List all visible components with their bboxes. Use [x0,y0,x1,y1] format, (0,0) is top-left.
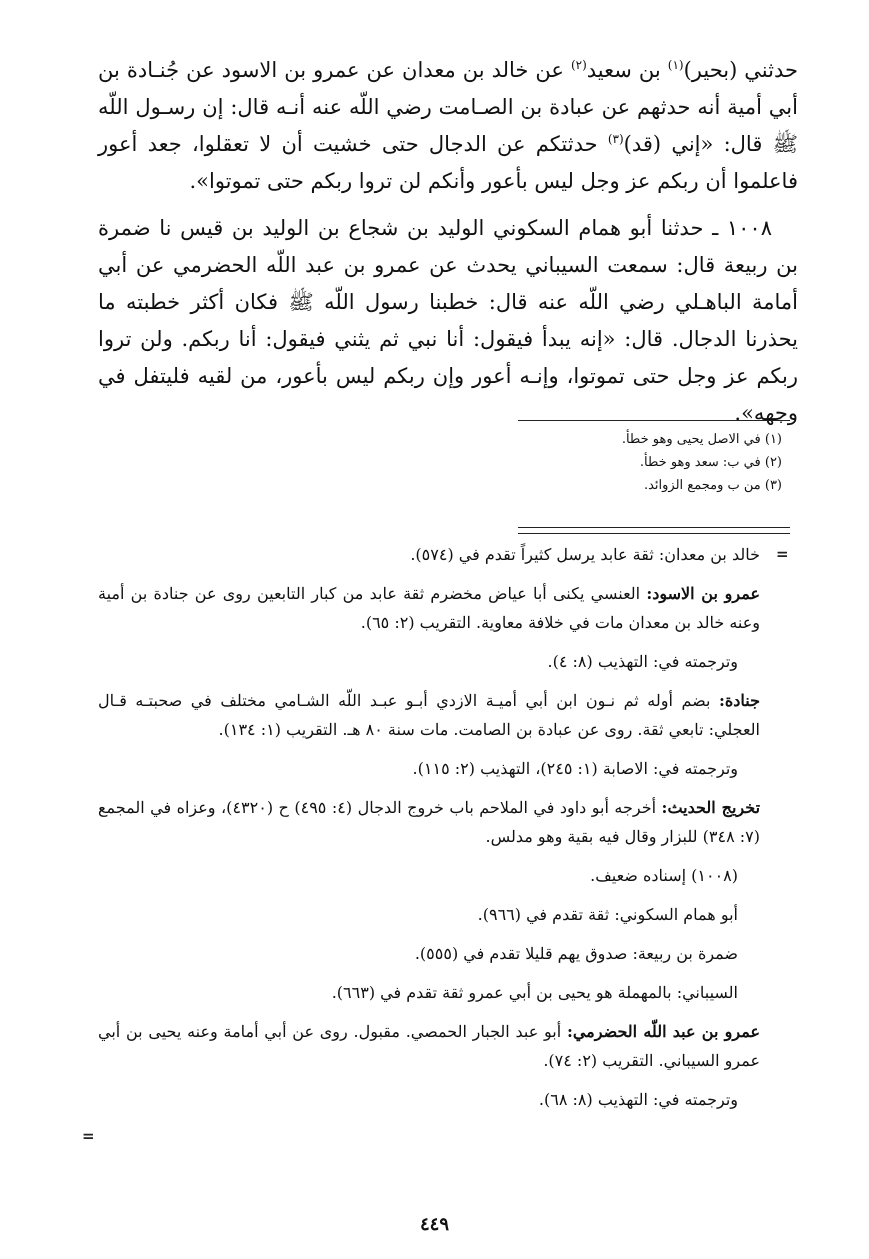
footnote-3: (٣) من ب ومجمع الزوائد. [643,478,782,493]
commentary-tahdhib-1: وترجمته في: التهذيب (٨: ٤). [547,652,738,671]
continuation-mark-top: = [776,545,789,563]
commentary-tahdhib-2: وترجمته في: التهذيب (٨: ٦٨). [538,1090,738,1109]
takhrij-term: تخريج الحديث: [661,798,761,817]
footnote-1: (١) في الاصل يحيى وهو خطأ. [621,432,782,447]
hadith-main-text [98,52,798,442]
footnote-ref-1: (١) [667,58,684,72]
commentary-damra: ضمرة بن ربيعة: صدوق يهم قليلا تقدم في (٥٥٥). [414,944,738,963]
commentary-amr-aswad: عمرو بن الاسود: العنسي يكنى أبا عياض مخضرم ثقة عابد من كبار التابعين روى عن جنادة بن أمية وعنه خالد بن معدان مات في خلافة معاوية. التقريب (٢: ٦٥). [98,584,760,632]
commentary-isaba: وترجمته في: الاصابة (١: ٢٤٥)، التهذيب (٢: ١١٥). [412,759,738,778]
commentary-junada: جنادة: بضم أوله ثم نـون ابن أبي أميـة الازدي أبـو عبـد اللّه الشـامي مختلف في صحبتـه قـال العجلي: تابعي ثقة. روى عن عبادة بن الصامت. مات سنة ٨٠ هـ. التقريب (١: ١٣٤). [98,691,760,739]
hadith-paragraph-1008: ١٠٠٨ ـ حدثنا أبو همام السكوني الوليد بن شجاع بن الوليد بن قيس نا ضمرة بن ربيعة قال: سمعت السيباني يحدث عن عمرو بن عبد اللّه الحضرمي عن أبي أمامة الباهـلي رضي اللّه عنه قال: خطبنا رسول اللّه ﷺ فكان أكثر خطبته ما يحذرنا الدجال. قال: «إنه يبدأ فيقول: أنا نبي ثم يثني فيقول: أنا ربكم. ولن تروا ربكم عز وجل حتى تموتوا، وإنـه أعور وإن ربكم ليس بأعور، من لقيه فليتفل في وجهه». [98,216,798,425]
commentary-saybani: السيباني: بالمهملة هو يحيى بن أبي عمرو ثقة تقدم في (٦٦٣). [331,983,738,1002]
hadith-paragraph-1: حدثني (بحير)$^{(١)}$ بن سعيد$^{(٢)}$ عن خالد بن معدان عن عمرو بن الاسود عن جُنـادة بن أبي أمية أنه حدثهم عن عبادة بن الصـامت رضي اللّه عنه أنـه قال: إن رسـول اللّه ﷺ قال: «إني (قد)$^{(٣)}$ حدثتكم عن الدجال حتى خشيت أن لا تعقلوا، جعد أعور فاعلموا أن ربكم عز وجل ليس بأعور وأنكم لن تروا ربكم حتى تموتوا». [98,58,798,193]
commentary-divider-top [518,527,790,528]
footnotes [500,428,782,497]
commentary-khalid: خالد بن معدان: ثقة عابد يرسل كثيراً تقدم في (٥٧٤). [410,545,760,564]
narrator-term: جنادة: [718,691,760,710]
footnote-2: (٢) في ب: سعد وهو خطأ. [639,455,782,470]
footnote-ref-2: (٢) [570,58,587,72]
narrator-term: عمرو بن الاسود: [646,584,760,603]
commentary-isnad-1008: (١٠٠٨) إسناده ضعيف. [590,866,738,885]
footnote-divider [518,420,790,421]
footnote-ref-3: (٣) [607,132,624,146]
narrator-term: عمرو بن عبد اللّه الحضرمي: [566,1022,761,1041]
commentary-takhrij: تخريج الحديث: أخرجه أبو داود في الملاحم باب خروج الدجال (٤: ٤٩٥) ح (٤٣٢٠)، وعزاه في المجمع (٧: ٣٤٨) للبزار وقال فيه بقية وهو مدلس. [98,798,761,846]
commentary-amr-hadrami: عمرو بن عبد اللّه الحضرمي: أبو عبد الجبار الحمصي. مقبول. روى عن أبي أمامة وعنه يحيى بن أبي عمرو السيباني. التقريب (٢: ٧٤). [98,1022,761,1070]
continuation-mark-bottom: = [82,1127,95,1145]
commentary-divider-bottom [518,533,790,534]
commentary-abu-hammam: أبو همام السكوني: ثقة تقدم في (٩٦٦). [477,905,738,924]
commentary-section [98,540,760,1124]
page-number: ٤٤٩ [419,1214,449,1235]
